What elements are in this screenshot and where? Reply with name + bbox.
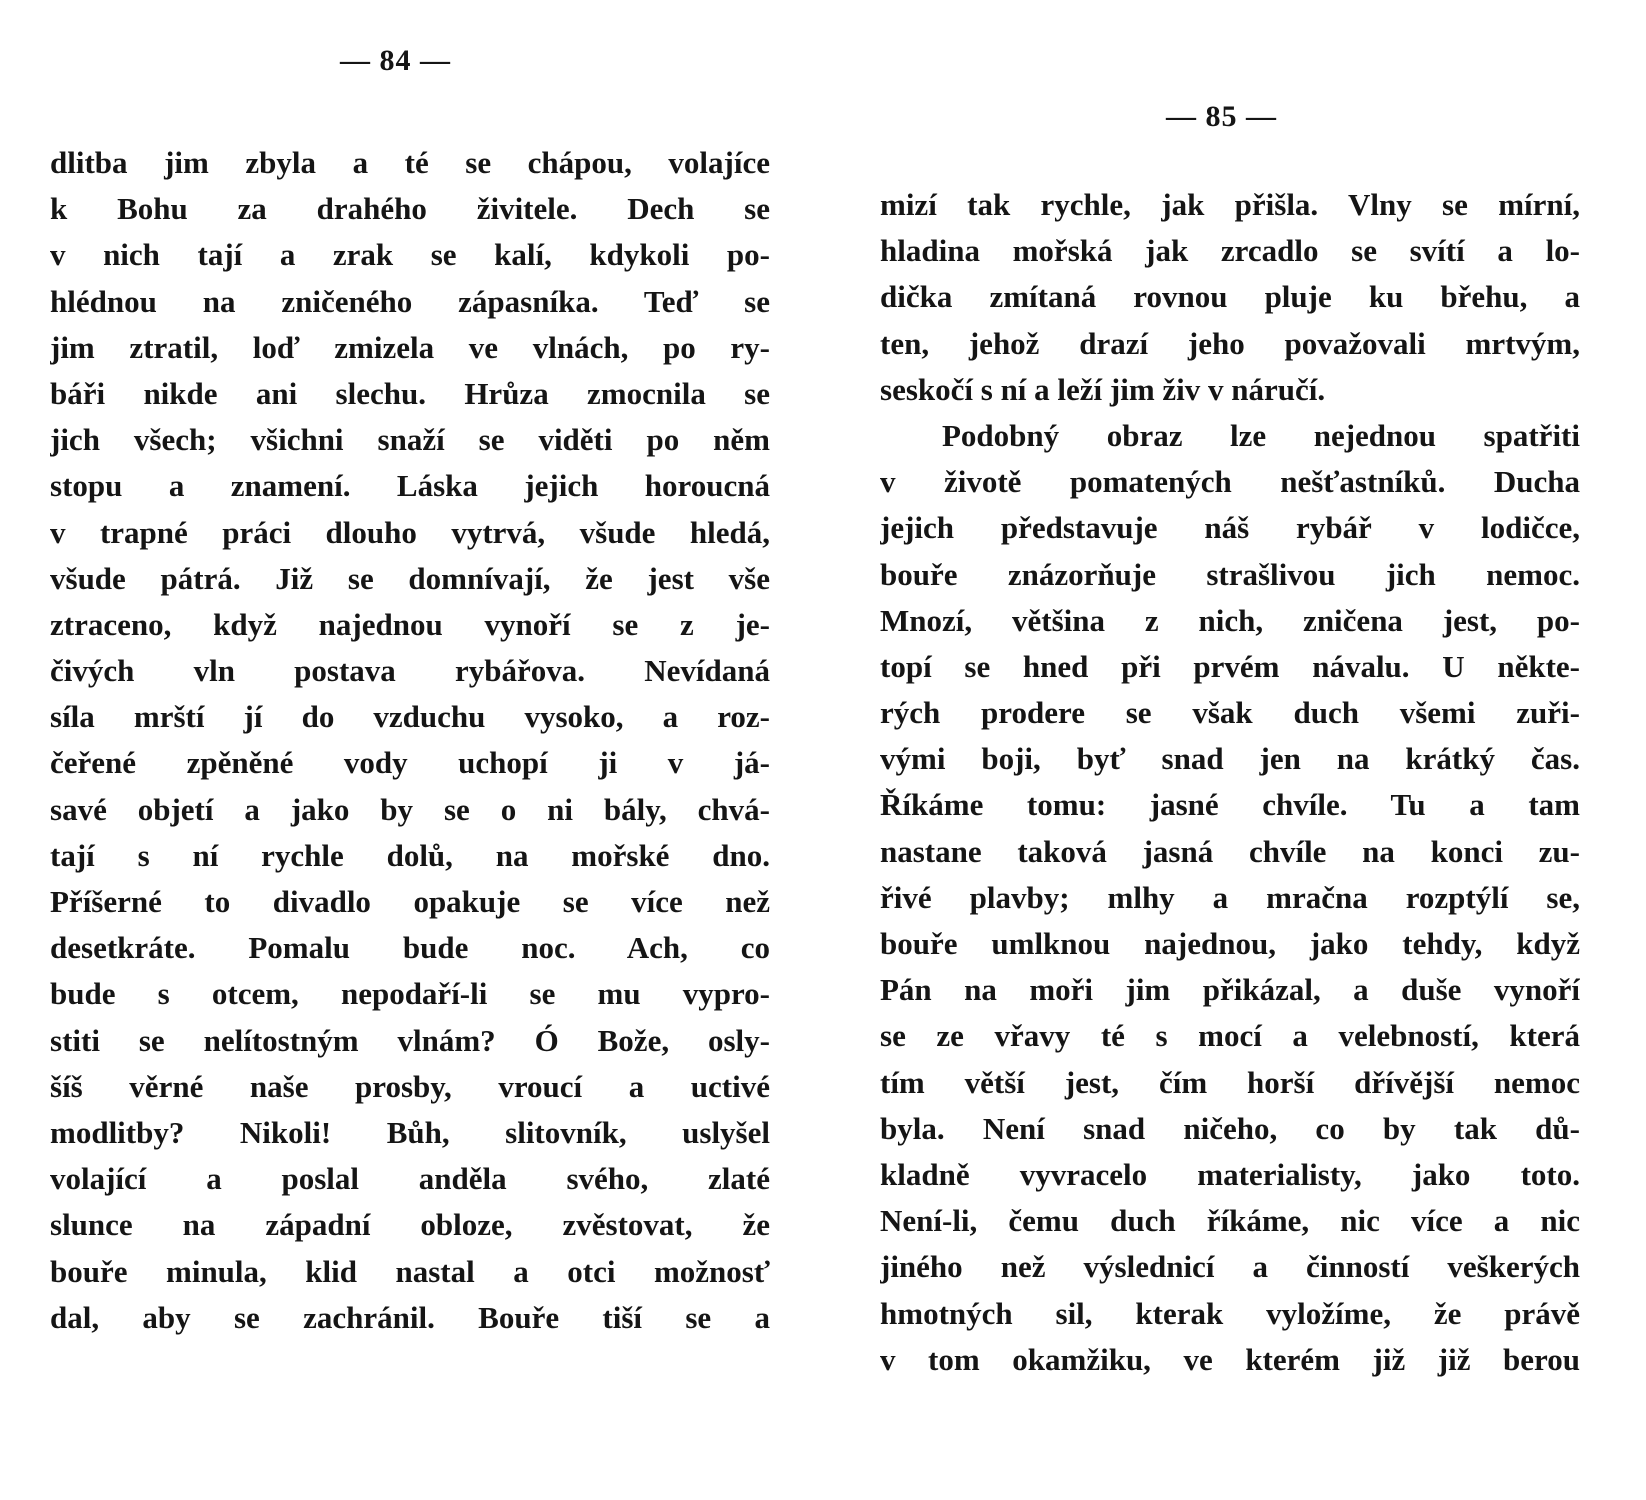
page-number-84: — 84 —: [340, 44, 451, 77]
text-line: ztraceno, když najednou vynoří se z je-: [50, 606, 770, 642]
page-number-85: — 85 —: [1166, 100, 1277, 133]
text-line: jiného než výslednicí a činností veškerých: [880, 1249, 1580, 1285]
paragraph-start-line: Podobný obraz lze nejednou spatřiti: [942, 417, 1580, 453]
text-line: k Bohu za drahého živitele. Dech se: [50, 191, 770, 227]
text-line: jich všech; všichni snaží se viděti po něm: [50, 422, 770, 458]
text-line: hladina mořská jak zrcadlo se svítí a lo-: [880, 233, 1580, 269]
text-line: desetkráte. Pomalu bude noc. Ach, co: [50, 930, 770, 966]
text-line: topí se hned při prvém návalu. U někte-: [880, 648, 1580, 684]
text-line: čivých vln postava rybářova. Nevídaná: [50, 653, 770, 689]
text-line: síla mrští jí do vzduchu vysoko, a roz-: [50, 699, 770, 735]
text-line: mizí tak rychle, jak přišla. Vlny se mírní,: [880, 187, 1580, 222]
text-line: modlitby? Nikoli! Bůh, slitovník, uslyšel: [50, 1114, 770, 1150]
text-line: kladně vyvracelo materialisty, jako toto.: [880, 1156, 1580, 1192]
text-line: se ze vřavy té s mocí a velebností, která: [880, 1018, 1580, 1054]
text-line: Říkáme tomu: jasné chvíle. Tu a tam: [880, 787, 1580, 823]
text-line: tají s ní rychle dolů, na mořské dno.: [50, 837, 770, 873]
text-line: nastane taková jasná chvíle na konci zu-: [880, 833, 1580, 869]
text-line: bouře znázorňuje strašlivou jich nemoc.: [880, 556, 1580, 592]
text-line: dlitba jim zbyla a té se chápou, volajíce: [50, 145, 770, 180]
text-line: jim ztratil, loď zmizela ve vlnách, po ry-: [50, 329, 770, 365]
text-line: Mnozí, většina z nich, zničena jest, po-: [880, 602, 1580, 638]
text-line: byla. Není snad ničeho, co by tak dů-: [880, 1110, 1580, 1146]
text-line: v nich tají a zrak se kalí, kdykoli po-: [50, 237, 770, 273]
text-line: volající a poslal anděla svého, zlaté: [50, 1161, 770, 1197]
text-line: stiti se nelítostným vlnám? Ó Bože, osly-: [50, 1022, 770, 1058]
left-page: [0, 0, 800, 1500]
text-line: vými boji, byť snad jen na krátký čas.: [880, 741, 1580, 777]
text-line: slunce na západní obloze, zvěstovat, že: [50, 1207, 770, 1243]
right-page-text: [880, 182, 1580, 1383]
paragraph-end-line: seskočí s ní a leží jim živ v náručí.: [880, 371, 1326, 407]
text-line: Pán na moři jim přikázal, a duše vynoří: [880, 972, 1580, 1008]
text-line: bude s otcem, nepodaří-li se mu vypro-: [50, 976, 770, 1012]
text-line: řivé plavby; mlhy a mračna rozptýlí se,: [880, 879, 1580, 915]
text-line: tím větší jest, čím horší dřívější nemoc: [880, 1064, 1580, 1100]
text-line: šíš věrné naše prosby, vroucí a uctivé: [50, 1068, 770, 1104]
text-line: savé objetí a jako by se o ni bály, chvá-: [50, 791, 770, 827]
text-line: báři nikde ani slechu. Hrůza zmocnila se: [50, 375, 770, 411]
text-line: hlédnou na zničeného zápasníka. Teď se: [50, 283, 770, 319]
text-line: čeřené zpěněné vody uchopí ji v já-: [50, 745, 770, 781]
text-line: rých prodere se však duch všemi zuři-: [880, 695, 1580, 731]
text-line: Příšerné to divadlo opakuje se více než: [50, 884, 770, 919]
right-page: [820, 0, 1646, 1500]
text-line: hmotných sil, kterak vyložíme, že právě: [880, 1295, 1580, 1331]
text-line: v trapné práci dlouho vytrvá, všude hledá,: [50, 514, 770, 550]
text-line: ten, jehož drazí jeho považovali mrtvým,: [880, 325, 1580, 361]
text-line: všude pátrá. Již se domnívají, že jest vše: [50, 560, 770, 596]
text-line: v životě pomatených nešťastníků. Ducha: [880, 464, 1580, 500]
text-line: dička zmítaná rovnou pluje ku břehu, a: [880, 279, 1580, 315]
text-line: bouře minula, klid nastal a otci možnosť: [50, 1253, 770, 1289]
left-page-text: [50, 140, 770, 1341]
text-line: stopu a znamení. Láska jejich horoucná: [50, 468, 770, 504]
text-line: v tom okamžiku, ve kterém již již berou: [880, 1341, 1580, 1377]
text-line: dal, aby se zachránil. Bouře tiší se a: [50, 1299, 770, 1335]
text-line: bouře umlknou najednou, jako tehdy, když: [880, 926, 1580, 961]
text-line: Není-li, čemu duch říkáme, nic více a nic: [880, 1203, 1580, 1239]
text-line: jejich představuje náš rybář v lodičce,: [880, 510, 1580, 546]
